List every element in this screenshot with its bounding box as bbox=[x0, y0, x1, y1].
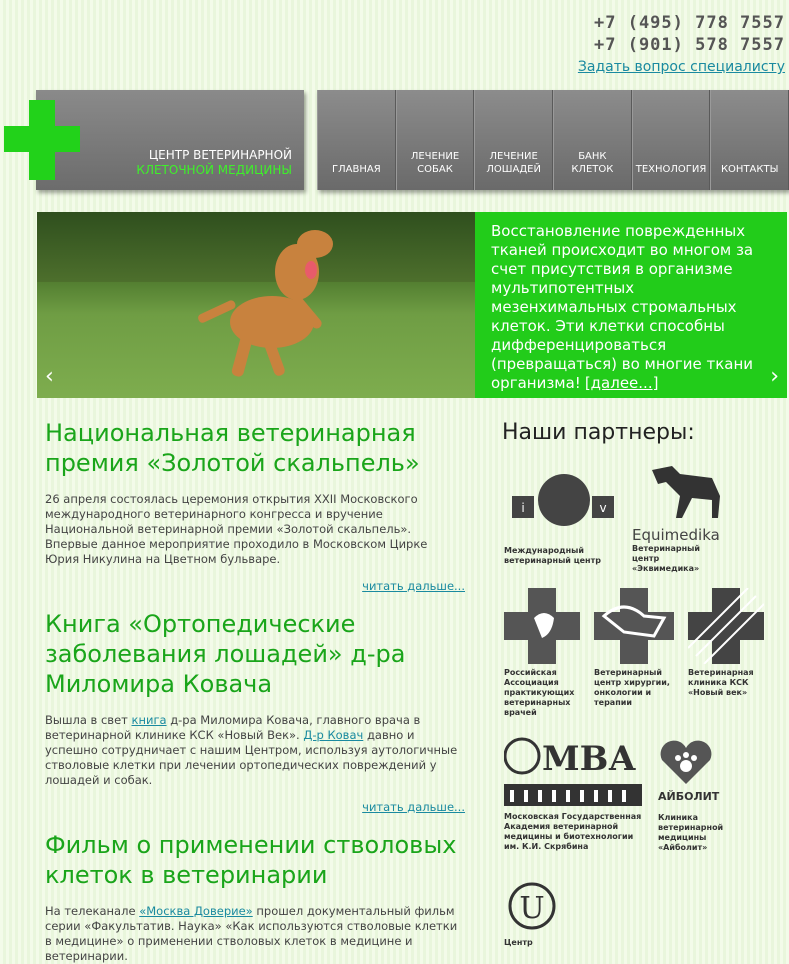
news-item bbox=[45, 418, 465, 593]
rapvv-logo-icon bbox=[504, 588, 580, 664]
partner-aibolit[interactable] bbox=[658, 740, 738, 853]
news-item bbox=[45, 609, 465, 814]
nav-item-contacts[interactable] bbox=[710, 90, 789, 190]
ask-specialist-link[interactable]: Задать вопрос специалисту bbox=[577, 59, 785, 75]
tv-channel-link[interactable]: «Москва Доверие» bbox=[139, 904, 253, 918]
heart-paw-logo-icon bbox=[658, 740, 714, 786]
svg-text:U: U bbox=[519, 891, 545, 926]
partner-ivc[interactable] bbox=[504, 470, 614, 566]
nav-label: ТЕХНОЛОГИЯ bbox=[635, 164, 707, 175]
logo-line-1: ЦЕНТР ВЕТЕРИНАРНОЙ bbox=[148, 148, 292, 162]
logo-text bbox=[136, 148, 292, 178]
nav-label: КОНТАКТЫ bbox=[720, 164, 779, 175]
globe-logo-icon bbox=[504, 878, 560, 934]
partner-caption: Ветеринарный центр «Эквимедика» bbox=[632, 544, 700, 573]
ivc-logo-icon bbox=[504, 470, 614, 542]
partner-caption: Российская Ассоциация практикующих ветеринарных врачей bbox=[504, 668, 575, 717]
news-item bbox=[45, 830, 465, 964]
main-nav bbox=[317, 90, 789, 190]
svg-text:i: i bbox=[521, 501, 525, 515]
phone-2: +7 (901) 578 7557 bbox=[594, 35, 785, 55]
phone-block bbox=[578, 12, 785, 77]
partners-panel bbox=[502, 420, 789, 947]
slider-more-link[interactable]: [далее...] bbox=[584, 374, 659, 392]
horse-cross-logo-icon bbox=[688, 588, 764, 664]
dog-cross-logo-icon bbox=[594, 588, 674, 664]
nav-label: БАНК КЛЕТОК bbox=[571, 151, 614, 175]
news-title[interactable]: Фильм о применении стволовых клеток в ветеринарии bbox=[45, 831, 457, 889]
phone-1: +7 (495) 778 7557 bbox=[594, 13, 785, 33]
news-body: 26 апреля состоялась церемония открытия XXII Московского международного ветеринарного конгресса и вручение Национальной ветеринарной премии «Золотой скальпель». Впервые данное мероприятие проходило в Московском Цирке Юрия Никулина на Цветном бульваре. bbox=[45, 492, 428, 566]
slider-text: Восстановление поврежденных тканей происходит во многом за счет присутствия в организме мультипотентных мезенхимальных стромальных клеток. Эти клетки способны дифференцироваться (превращаться) во многие ткани организма! bbox=[491, 222, 754, 392]
partner-caption: Центр bbox=[504, 938, 533, 947]
news-list bbox=[45, 418, 465, 964]
nav-item-home[interactable] bbox=[317, 90, 396, 190]
nav-item-horses[interactable] bbox=[474, 90, 553, 190]
read-more-link[interactable]: читать дальше... bbox=[362, 579, 465, 593]
partner-caption: Клиника ветеринарной медицины «Айболит» bbox=[658, 813, 724, 852]
partner-centre[interactable] bbox=[504, 878, 584, 948]
svg-text:v: v bbox=[599, 501, 607, 515]
news-title[interactable]: Книга «Ортопедические заболевания лошадей» д-ра Миломира Ковача bbox=[45, 610, 406, 698]
news-title[interactable]: Национальная ветеринарная премия «Золотой скальпель» bbox=[45, 419, 420, 477]
dr-kovach-link[interactable]: Д-р Ковач bbox=[303, 728, 364, 742]
nav-item-cell-bank[interactable] bbox=[553, 90, 632, 190]
nav-label: ЛЕЧЕНИЕ ЛОШАДЕЙ bbox=[486, 151, 541, 175]
slider-caption bbox=[475, 212, 787, 398]
partners-title: Наши партнеры: bbox=[502, 420, 695, 445]
partner-surgery[interactable] bbox=[594, 588, 680, 708]
aibolit-brand: АЙБОЛИТ bbox=[658, 790, 720, 803]
nav-item-technology[interactable] bbox=[632, 90, 711, 190]
partner-equimedika[interactable] bbox=[632, 460, 742, 574]
mva-logo-icon bbox=[504, 736, 644, 808]
chevron-right-icon[interactable]: › bbox=[770, 364, 779, 389]
nav-label: ЛЕЧЕНИЕ СОБАК bbox=[410, 151, 460, 175]
news-body: На телеканале «Москва Доверие» прошел документальный фильм серии «Факультатив. Наука» «Как используются стволовые клетки в медицине» о применении стволовых клеток в медицине и ветеринарии. bbox=[45, 904, 458, 963]
horse-logo-icon bbox=[632, 460, 732, 522]
dog-photo bbox=[37, 212, 475, 398]
partner-novy-vek[interactable] bbox=[688, 588, 768, 698]
partner-caption: Московская Государственная Академия ветеринарной медицины и биотехнологии им. К.И. Скрябина bbox=[504, 812, 642, 851]
logo-line-2: КЛЕТОЧНОЙ МЕДИЦИНЫ bbox=[136, 163, 292, 177]
partner-rapvv[interactable] bbox=[504, 588, 586, 718]
svg-text:МВА: МВА bbox=[542, 739, 637, 779]
hero-slider bbox=[37, 212, 787, 398]
partner-caption: Ветеринарная клиника КСК «Новый век» bbox=[688, 668, 754, 697]
read-more-link[interactable]: читать дальше... bbox=[362, 800, 465, 814]
nav-label: ГЛАВНАЯ bbox=[332, 164, 381, 175]
partner-caption: Международный ветеринарный центр bbox=[504, 546, 601, 565]
nav-item-dogs[interactable] bbox=[396, 90, 475, 190]
news-body: Вышла в свет книга д-ра Миломира Ковача, главного врача в ветеринарной клинике КСК «Новый Век». Д-р Ковач давно и успешно сотрудничает с нашим Центром, используя аутологичные стволовые клетки при лечении ортопедических повреждений у лошадей и собак. bbox=[45, 713, 458, 787]
book-link[interactable]: книга bbox=[131, 713, 167, 727]
partner-mva[interactable] bbox=[504, 736, 644, 852]
partner-caption: Ветеринарный центр хирургии, онкологии и терапии bbox=[594, 668, 670, 707]
green-cross-icon bbox=[4, 100, 80, 180]
equimedika-brand: Equimedika bbox=[632, 526, 720, 544]
chevron-left-icon[interactable]: ‹ bbox=[45, 364, 54, 389]
